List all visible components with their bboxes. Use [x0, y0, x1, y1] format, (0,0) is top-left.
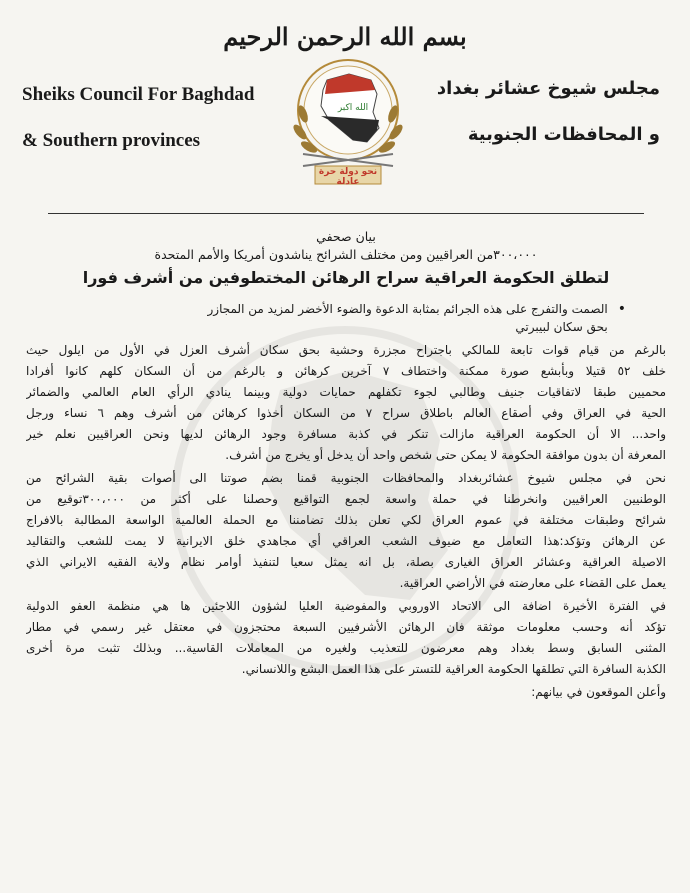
arabic-org-line1: مجلس شيوخ عشائر بغداد: [436, 78, 660, 99]
signoff-line: [26, 682, 666, 703]
english-org-line2: & Southern provinces: [22, 130, 201, 151]
arabic-letterhead: [430, 66, 660, 158]
paragraph-2: [26, 468, 666, 594]
paragraph-line: محميين طبقا لاتفاقيات جنيف وطالبي لجوء تكفلهم حمايات دولية وبينما ينادي الرأي العام العالمي والضمائر: [26, 385, 666, 399]
bullet-dot-icon: •: [617, 301, 626, 317]
bismillah-heading: بسم الله الرحمن الرحيم: [223, 22, 467, 51]
bullet-line-1: الصمت والتفرج على هذه الجرائم بمثابة الدعوة والضوء الأخضر لمزيد من المجازر: [207, 302, 608, 316]
paragraph-line: شرائح وطبقات مختلفة في عموم العراق لكي تعلن بذلك تضامننا مع الحملة العالمية الواسعة المطالبة بالافراج: [26, 513, 666, 527]
paragraph-line: الوطنيين العراقيين وانخرطنا في حملة واسعة لجمع التواقيع وحصلنا على أكثر من ٣٠٠،٠٠٠توقيع من: [26, 492, 666, 506]
paragraph-line: واحد... الا أن الحكومة العراقية مازالت تنكر في كذبة مسافرة وجود الرهائن لديها ونحن العراقيين نعلم خير: [26, 427, 666, 441]
statement-body: [26, 228, 666, 705]
header-divider: [48, 213, 644, 214]
english-org-line1: Sheiks Council For Baghdad: [22, 84, 255, 105]
arabic-org-line2: و المحافظات الجنوبية: [467, 124, 660, 145]
paragraph-line: في الفترة الأخيرة اضافة الى الاتحاد الاوروبي والمفوضية العليا لشؤون اللاجئين ها هي منظمة العفو الدولية: [26, 599, 666, 613]
paragraph-line: الاصيلة العراقية وعشائر العراق الغيارى بصلة، بل انه يمثل سعيا لتنفيذ أوامر نظام ولاية الفقيه الايراني الذي: [26, 555, 666, 569]
bullet-item: [26, 300, 666, 336]
bullet-line-2: بحق سكان لبيبرتي: [515, 320, 608, 334]
paragraph-line: الكذبة السافرة التي تطلقها الحكومة العراقية للتستر على هذا العمل البشع واللانساني.: [241, 662, 666, 676]
paragraph-line: الحية في العراق وفي أصقاع العالم باطلاق سراح ٧ من السكان أخذوا كرهائن من أشرف وهم ٦ نساء ورجل: [26, 406, 666, 420]
english-letterhead: [22, 72, 282, 164]
paragraph-line: نحن في مجلس شيوخ عشائربغداد والمحافظات الجنوبية قمنا بضم صوتنا الى أصوات بقية الشرائح من: [26, 471, 666, 485]
paragraph-line: بالرغم من قيام قوات تابعة للمالكي باجتراح مجزرة وحشية بحق سكان أشرف العزل في الأول من ايلول حيث: [26, 343, 666, 357]
paragraph-line: يعمل على القضاء على معارضته في الأراضي العراقية.: [399, 576, 666, 590]
paragraph-line: المثنى السابق وسط بغداد وهم معرضون للتعذيب ولغيره من المعاملات القاسية... وبذلك تثبت مرة أخرى: [26, 641, 666, 655]
emblem-banner-text: نحو دولة حرة عادلة: [318, 167, 378, 187]
signoff-text: وأعلن الموقعون في بيانهم:: [531, 685, 666, 699]
paragraph-line: المعرفة أن بدون موافقة الحكومة لا يمكن حتى شخص واحد أن يدخل أو يخرج من أشرف.: [225, 448, 666, 462]
paragraph-line: خلف ٥٢ قتيلا وبأبشع صورة ممكنة واختطاف ٧ آخرين كرهائن و بالرغم من أن السكان كلهم كانوا أفرادا: [26, 364, 666, 378]
paragraph-3: [26, 596, 666, 680]
statement-title: لتطلق الحكومة العراقية سراح الرهائن المختطوفين من أشرف فورا: [82, 268, 610, 287]
paragraph-line: تؤكد أنه وحسب معلومات موثقة فان الرهائن الأشرفيين السبعة محتجزون في معتقل غير رسمي في مطار: [26, 620, 666, 634]
svg-text:الله اكبر: الله اكبر: [337, 103, 369, 113]
statement-subtitle: ٣٠٠،٠٠٠من العراقيين ومن مختلف الشرائح يناشدون أمريكا والأمم المتحدة: [154, 247, 538, 262]
paragraph-1: [26, 340, 666, 466]
press-release-label: بيان صحفي: [316, 229, 376, 244]
paragraph-line: عن الرهائن وتؤكد:هذا التعامل مع ضيوف الشعب العراقي أي مجاهدي خلق الايرانية لا يمت للشعب والتقاليد: [26, 534, 666, 548]
